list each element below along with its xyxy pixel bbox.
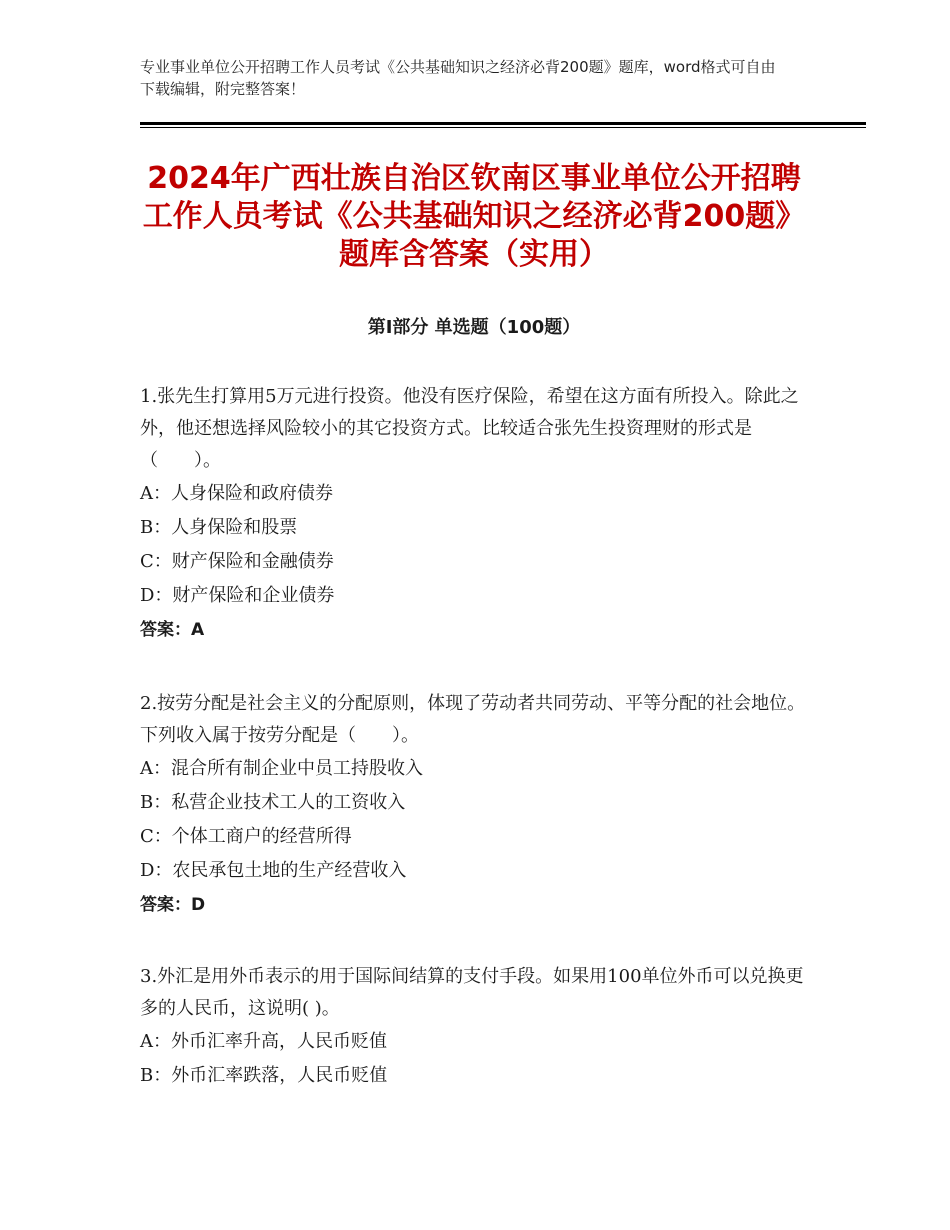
- section-title: 第Ⅰ部分 单选题（100题）: [367, 317, 581, 338]
- option-b: B：私营企业技术工人的工资收入: [140, 792, 406, 813]
- document-title: 2024年广西壮族自治区钦南区事业单位公开招聘工作人员考试《公共基础知识之经济必背200题》题库含答案（实用）: [142, 161, 806, 272]
- header-note: 专业事业单位公开招聘工作人员考试《公共基础知识之经济必背200题》题库，word格式可自由下载编辑，附完整答案！: [140, 58, 776, 98]
- answer: 答案：A: [140, 620, 205, 640]
- header-divider-thick: [140, 122, 866, 125]
- option-d: D：财产保险和企业债券: [140, 585, 335, 606]
- answer: 答案：D: [140, 895, 206, 915]
- question-3: [140, 961, 808, 1093]
- option-b: B：外币汇率跌落，人民币贬值: [140, 1065, 388, 1086]
- question-2: [140, 688, 808, 922]
- option-d: D：农民承包土地的生产经营收入: [140, 860, 407, 881]
- question-stem: 3.外汇是用外币表示的用于国际间结算的支付手段。如果用100单位外币可以兑换更多的人民币，这说明( )。: [140, 966, 804, 1019]
- option-b: B：人身保险和股票: [140, 517, 298, 538]
- header-divider-thin: [140, 127, 866, 128]
- option-c: C：个体工商户的经营所得: [140, 826, 352, 847]
- question-1: [140, 381, 808, 647]
- question-stem: 2.按劳分配是社会主义的分配原则，体现了劳动者共同劳动、平等分配的社会地位。下列收入属于按劳分配是（ ）。: [140, 693, 806, 746]
- option-a: A：外币汇率升高，人民币贬值: [140, 1031, 387, 1052]
- option-a: A：人身保险和政府债券: [140, 483, 333, 504]
- option-a: A：混合所有制企业中员工持股收入: [140, 758, 423, 779]
- question-stem: 1.张先生打算用5万元进行投资。他没有医疗保险，希望在这方面有所投入。除此之外，他还想选择风险较小的其它投资方式。比较适合张先生投资理财的形式是（ ）。: [140, 386, 799, 471]
- option-c: C：财产保险和金融债券: [140, 551, 334, 572]
